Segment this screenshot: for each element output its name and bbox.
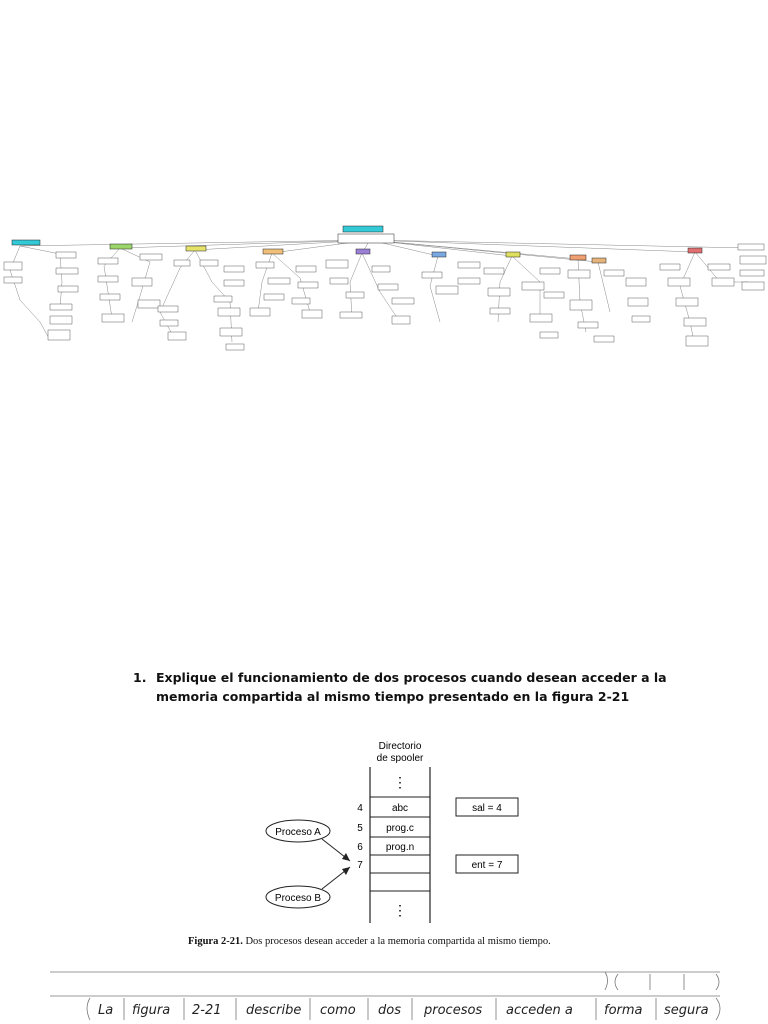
slot-content-4: abc xyxy=(391,803,409,814)
slot-content-6: prog.n xyxy=(385,842,415,853)
hw-word-9: forma xyxy=(604,1003,643,1018)
hw-word-6: dos xyxy=(378,1003,401,1018)
spooler-dots-bottom: ⋮ xyxy=(393,902,407,918)
hw-word-7: procesos xyxy=(424,1003,483,1018)
hw-word-10: segura xyxy=(664,1003,709,1018)
handwritten-answer xyxy=(40,968,768,1024)
caption-text: Dos procesos desean acceder a la memoria compartida al mismo tiempo. xyxy=(245,936,551,947)
concept-map-thumbnail xyxy=(0,222,768,354)
hw-word-1: La xyxy=(98,1003,114,1018)
spooler-figure xyxy=(260,735,530,935)
spooler-dots-top: ⋮ xyxy=(393,774,407,790)
slot-index-6: 6 xyxy=(357,842,363,853)
figure-title-line2: de spooler xyxy=(376,753,424,764)
hw-word-2: figura xyxy=(132,1003,171,1018)
process-b-label: Proceso B xyxy=(274,893,322,904)
slot-index-4: 4 xyxy=(357,803,363,814)
slot-index-7: 7 xyxy=(357,860,363,871)
slot-content-5: prog.c xyxy=(386,823,414,834)
out-pointer-label: sal = 4 xyxy=(472,803,502,814)
hw-word-3: 2-21 xyxy=(192,1003,222,1018)
question-number: 1. xyxy=(133,670,147,685)
figure-title-line1: Directorio xyxy=(378,741,422,752)
in-pointer-label: ent = 7 xyxy=(471,860,503,871)
process-a-label: Proceso A xyxy=(275,827,321,838)
hw-word-8: acceden a xyxy=(506,1003,573,1018)
figure-caption xyxy=(188,936,748,947)
hw-word-5: como xyxy=(320,1003,356,1018)
slot-index-5: 5 xyxy=(357,823,363,834)
caption-label: Figura 2-21. xyxy=(188,936,243,947)
question-text: Explique el funcionamiento de dos procesos cuando desean acceder a la memoria compartida al mismo tiempo presentado en la figura 2-21 xyxy=(156,670,667,704)
hw-word-4: describe xyxy=(246,1003,302,1018)
